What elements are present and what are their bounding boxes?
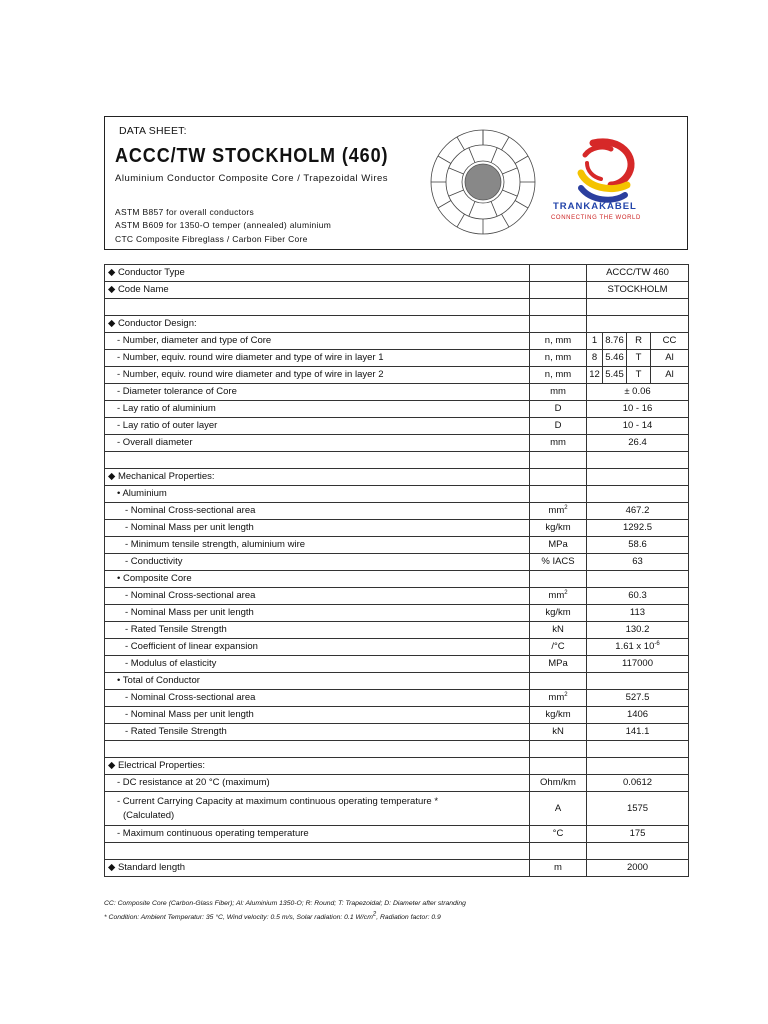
row-value: 63 <box>587 554 689 571</box>
table-row <box>105 707 689 724</box>
row-unit: MPa <box>530 537 587 554</box>
row-value: 26.4 <box>587 435 689 452</box>
table-row <box>105 826 689 843</box>
table-row <box>105 435 689 452</box>
row-unit: m <box>530 860 587 877</box>
standard-line: ASTM B857 for overall conductors <box>115 207 255 217</box>
row-label: - Lay ratio of outer layer <box>105 418 530 435</box>
conductor-cross-section-illustration <box>428 127 538 237</box>
section-heading: ◆ Conductor Design: <box>105 316 530 333</box>
row-value: 1575 <box>587 792 689 826</box>
row-label: ◆ Code Name <box>105 282 530 299</box>
page-subtitle: Aluminium Conductor Composite Core / Trapezoidal Wires <box>115 173 389 184</box>
row-unit: kg/km <box>530 605 587 622</box>
table-row <box>105 656 689 673</box>
subsection-row <box>105 486 689 503</box>
table-row <box>105 639 689 656</box>
row-unit: Ohm/km <box>530 775 587 792</box>
table-row <box>105 503 689 520</box>
row-value: 467.2 <box>587 503 689 520</box>
wire-diameter: 5.45 <box>603 367 627 384</box>
table-row <box>105 622 689 639</box>
row-unit: n, mm <box>530 367 587 384</box>
table-row <box>105 384 689 401</box>
row-unit: MPa <box>530 656 587 673</box>
row-unit: kg/km <box>530 707 587 724</box>
table-row <box>105 265 689 282</box>
row-label: - Modulus of elasticity <box>105 656 530 673</box>
row-label: - Conductivity <box>105 554 530 571</box>
table-row <box>105 418 689 435</box>
table-row <box>105 690 689 707</box>
row-unit: $mm^2$ <box>530 503 587 520</box>
row-label: - Nominal Mass per unit length <box>105 707 530 724</box>
row-label: - Overall diameter <box>105 435 530 452</box>
subsection-heading: • Total of Conductor <box>105 673 530 690</box>
row-unit: D <box>530 401 587 418</box>
footnote-abbreviations: CC: Composite Core (Carbon-Glass Fiber); Al: Aluminium 1350-O; R: Round; T: Trapezoidal; D: Diameter after stranding <box>104 900 466 907</box>
spacer-row <box>105 843 689 860</box>
row-value: ACCC/TW 460 <box>587 265 689 282</box>
row-value: ± 0.06 <box>587 384 689 401</box>
row-value: 141.1 <box>587 724 689 741</box>
row-unit: °C <box>530 826 587 843</box>
logo-tagline: CONNECTING THE WORLD <box>551 215 641 221</box>
footnote-condition: * Condition: Ambient Temperatur: 35 °C, Wind velocity: 0.5 m/s, Solar radiation: 0.1 $W/cm^2$, Radiation factor: 0.9 <box>104 911 441 921</box>
wire-diameter: 5.46 <box>603 350 627 367</box>
standard-line: CTC Composite Fibreglass / Carbon Fiber Core <box>115 234 308 244</box>
table-row <box>105 724 689 741</box>
row-unit: $mm^2$ <box>530 588 587 605</box>
wire-count: 8 <box>587 350 603 367</box>
row-value: 1406 <box>587 707 689 724</box>
table-row <box>105 401 689 418</box>
row-unit: % IACS <box>530 554 587 571</box>
wire-diameter: 8.76 <box>603 333 627 350</box>
row-value: 0.0612 <box>587 775 689 792</box>
wire-count: 1 <box>587 333 603 350</box>
table-row <box>105 282 689 299</box>
table-row <box>105 350 689 367</box>
section-heading: ◆ Electrical Properties: <box>105 758 530 775</box>
row-value: 1.61 x $10^{-6}$ <box>587 639 689 656</box>
wire-count: 12 <box>587 367 603 384</box>
table-row <box>105 554 689 571</box>
row-label: ◆ Standard length <box>105 860 530 877</box>
spec-table <box>104 264 689 877</box>
row-unit: kg/km <box>530 520 587 537</box>
row-label: - Nominal Mass per unit length <box>105 605 530 622</box>
subsection-row <box>105 673 689 690</box>
row-label: - Minimum tensile strength, aluminium wire <box>105 537 530 554</box>
row-value: 10 - 16 <box>587 401 689 418</box>
logo-name: TRANKAKABEL <box>553 201 637 212</box>
row-label: - Rated Tensile Strength <box>105 724 530 741</box>
row-label: - Rated Tensile Strength <box>105 622 530 639</box>
row-value: 2000 <box>587 860 689 877</box>
row-value: 58.6 <box>587 537 689 554</box>
wire-type: Al <box>651 367 689 384</box>
wire-shape: R <box>627 333 651 350</box>
row-value: 130.2 <box>587 622 689 639</box>
row-unit: $mm^2$ <box>530 690 587 707</box>
row-unit: A <box>530 792 587 826</box>
row-value: STOCKHOLM <box>587 282 689 299</box>
row-unit: kN <box>530 724 587 741</box>
row-label: - DC resistance at 20 °C (maximum) <box>105 775 530 792</box>
row-value: 527.5 <box>587 690 689 707</box>
standard-line: ASTM B609 for 1350-O temper (annealed) aluminium <box>115 220 332 230</box>
row-value: 1292.5 <box>587 520 689 537</box>
section-heading: ◆ Mechanical Properties: <box>105 469 530 486</box>
section-heading-row <box>105 469 689 486</box>
spacer-row <box>105 452 689 469</box>
data-sheet-label: DATA SHEET: <box>119 125 187 137</box>
row-unit: kN <box>530 622 587 639</box>
row-label: - Maximum continuous operating temperature <box>105 826 530 843</box>
wire-type: Al <box>651 350 689 367</box>
section-heading-row <box>105 316 689 333</box>
header-box <box>104 116 688 250</box>
table-row <box>105 520 689 537</box>
page-title: ACCC/TW STOCKHOLM (460) <box>115 145 389 167</box>
subsection-heading: • Aluminium <box>105 486 530 503</box>
subsection-row <box>105 571 689 588</box>
table-row <box>105 792 689 826</box>
table-row <box>105 333 689 350</box>
row-unit: mm <box>530 384 587 401</box>
row-label: - Nominal Cross-sectional area <box>105 690 530 707</box>
row-value: 113 <box>587 605 689 622</box>
table-row <box>105 367 689 384</box>
row-label: - Number, equiv. round wire diameter and type of wire in layer 1 <box>105 350 530 367</box>
table-row <box>105 775 689 792</box>
row-label: - Number, diameter and type of Core <box>105 333 530 350</box>
row-unit: D <box>530 418 587 435</box>
wire-shape: T <box>627 367 651 384</box>
row-label: - Diameter tolerance of Core <box>105 384 530 401</box>
wire-shape: T <box>627 350 651 367</box>
row-value: 117000 <box>587 656 689 673</box>
spacer-row <box>105 299 689 316</box>
row-label: ◆ Conductor Type <box>105 265 530 282</box>
row-label: - Number, equiv. round wire diameter and type of wire in layer 2 <box>105 367 530 384</box>
row-unit: /°C <box>530 639 587 656</box>
row-label: - Current Carrying Capacity at maximum continuous operating temperature * (Calculated) <box>105 792 530 826</box>
table-row <box>105 588 689 605</box>
row-label: - Nominal Cross-sectional area <box>105 503 530 520</box>
wire-type: CC <box>651 333 689 350</box>
row-value: 60.3 <box>587 588 689 605</box>
table-row <box>105 860 689 877</box>
row-label: - Nominal Mass per unit length <box>105 520 530 537</box>
table-row <box>105 605 689 622</box>
row-value: 10 - 14 <box>587 418 689 435</box>
row-unit: n, mm <box>530 333 587 350</box>
spacer-row <box>105 741 689 758</box>
row-unit: mm <box>530 435 587 452</box>
table-row <box>105 537 689 554</box>
row-value: 175 <box>587 826 689 843</box>
row-label: - Lay ratio of aluminium <box>105 401 530 418</box>
section-heading-row <box>105 758 689 775</box>
subsection-heading: • Composite Core <box>105 571 530 588</box>
row-label: - Nominal Cross-sectional area <box>105 588 530 605</box>
row-label: - Coefficient of linear expansion <box>105 639 530 656</box>
row-unit: n, mm <box>530 350 587 367</box>
